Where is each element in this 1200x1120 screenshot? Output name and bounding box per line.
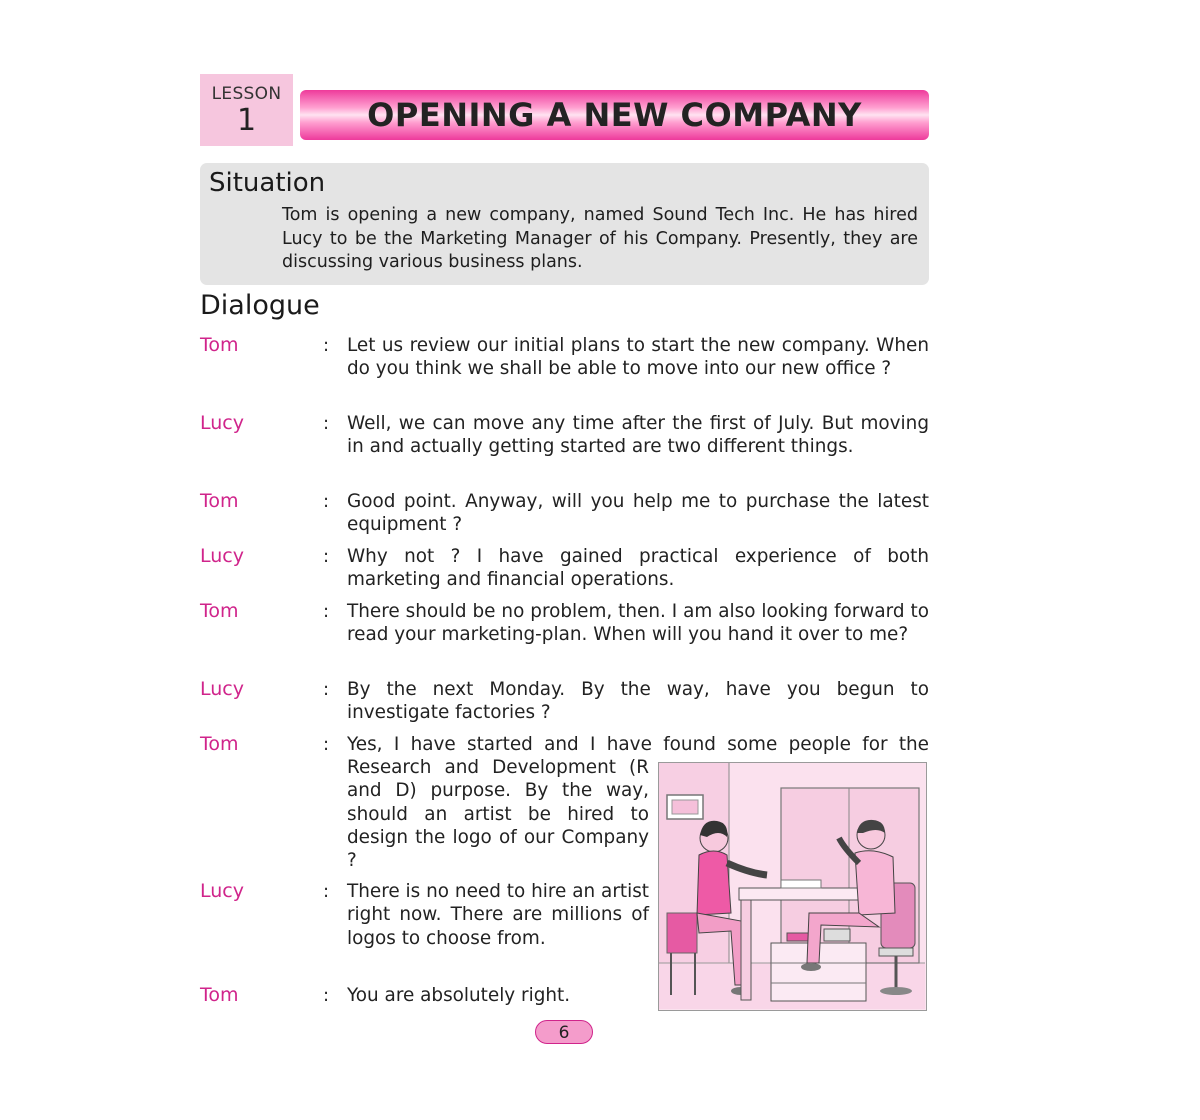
page-number: 6 <box>558 1023 570 1043</box>
speech-text: You are absolutely right. <box>347 985 571 1006</box>
speech-text: Good point. Anyway, will you help me to purchase the latest equipment ? <box>347 491 929 536</box>
speech-text: By the next Monday. By the way, have you begun to investigate factories ? <box>347 679 929 724</box>
speaker-name: Tom <box>200 490 239 512</box>
lesson-label: LESSON <box>211 84 282 104</box>
lesson-title-banner <box>300 90 929 140</box>
lesson-title: OPENING A NEW COMPANY <box>367 96 862 134</box>
speaker-name: Lucy <box>200 545 244 567</box>
speaker-name: Lucy <box>200 678 244 700</box>
dialogue-heading: Dialogue <box>200 290 320 321</box>
colon-separator: : <box>323 679 330 700</box>
office-scene-drawing <box>659 763 925 1009</box>
speaker-name: Lucy <box>200 412 244 434</box>
lesson-badge <box>200 74 293 146</box>
office-meeting-illustration <box>658 762 927 1011</box>
situation-text: Tom is opening a new company, named Sound Tech Inc. He has hired Lucy to be the Marketing Manager of his Company. Presently, they are discussing various business plans. <box>282 205 918 272</box>
colon-separator: : <box>323 734 330 755</box>
speech-text: Yes, I have started and I have found some people for the <box>347 734 929 755</box>
colon-separator: : <box>323 985 330 1006</box>
lesson-number: 1 <box>236 103 257 138</box>
speech-text: There is no need to hire an artist right now. There are millions of logos to choose from. <box>347 881 649 949</box>
colon-separator: : <box>323 413 330 434</box>
situation-heading: Situation <box>209 168 326 198</box>
colon-separator: : <box>323 546 330 567</box>
speaker-name: Tom <box>200 334 239 356</box>
colon-separator: : <box>323 601 330 622</box>
speaker-name: Tom <box>200 600 239 622</box>
page-number-badge <box>535 1020 593 1044</box>
speech-text: Let us review our initial plans to start the new company. When do you think we shall be able to move into our new office ? <box>347 335 929 380</box>
colon-separator: : <box>323 881 330 902</box>
speech-text: Well, we can move any time after the first of July. But moving in and actually getting started are two different things. <box>347 413 929 458</box>
colon-separator: : <box>323 491 330 512</box>
speech-text: Research and Development (R and D) purpose. By the way, should an artist be hired to design the logo of our Company ? <box>347 757 649 872</box>
speech-text: Why not ? I have gained practical experience of both marketing and financial operations. <box>347 546 929 591</box>
colon-separator: : <box>323 335 330 356</box>
speaker-name: Tom <box>200 733 239 755</box>
speech-text: There should be no problem, then. I am also looking forward to read your marketing-plan. When will you hand it over to me? <box>347 601 929 646</box>
speaker-name: Tom <box>200 984 239 1006</box>
speaker-name: Lucy <box>200 880 244 902</box>
situation-box <box>200 163 929 285</box>
